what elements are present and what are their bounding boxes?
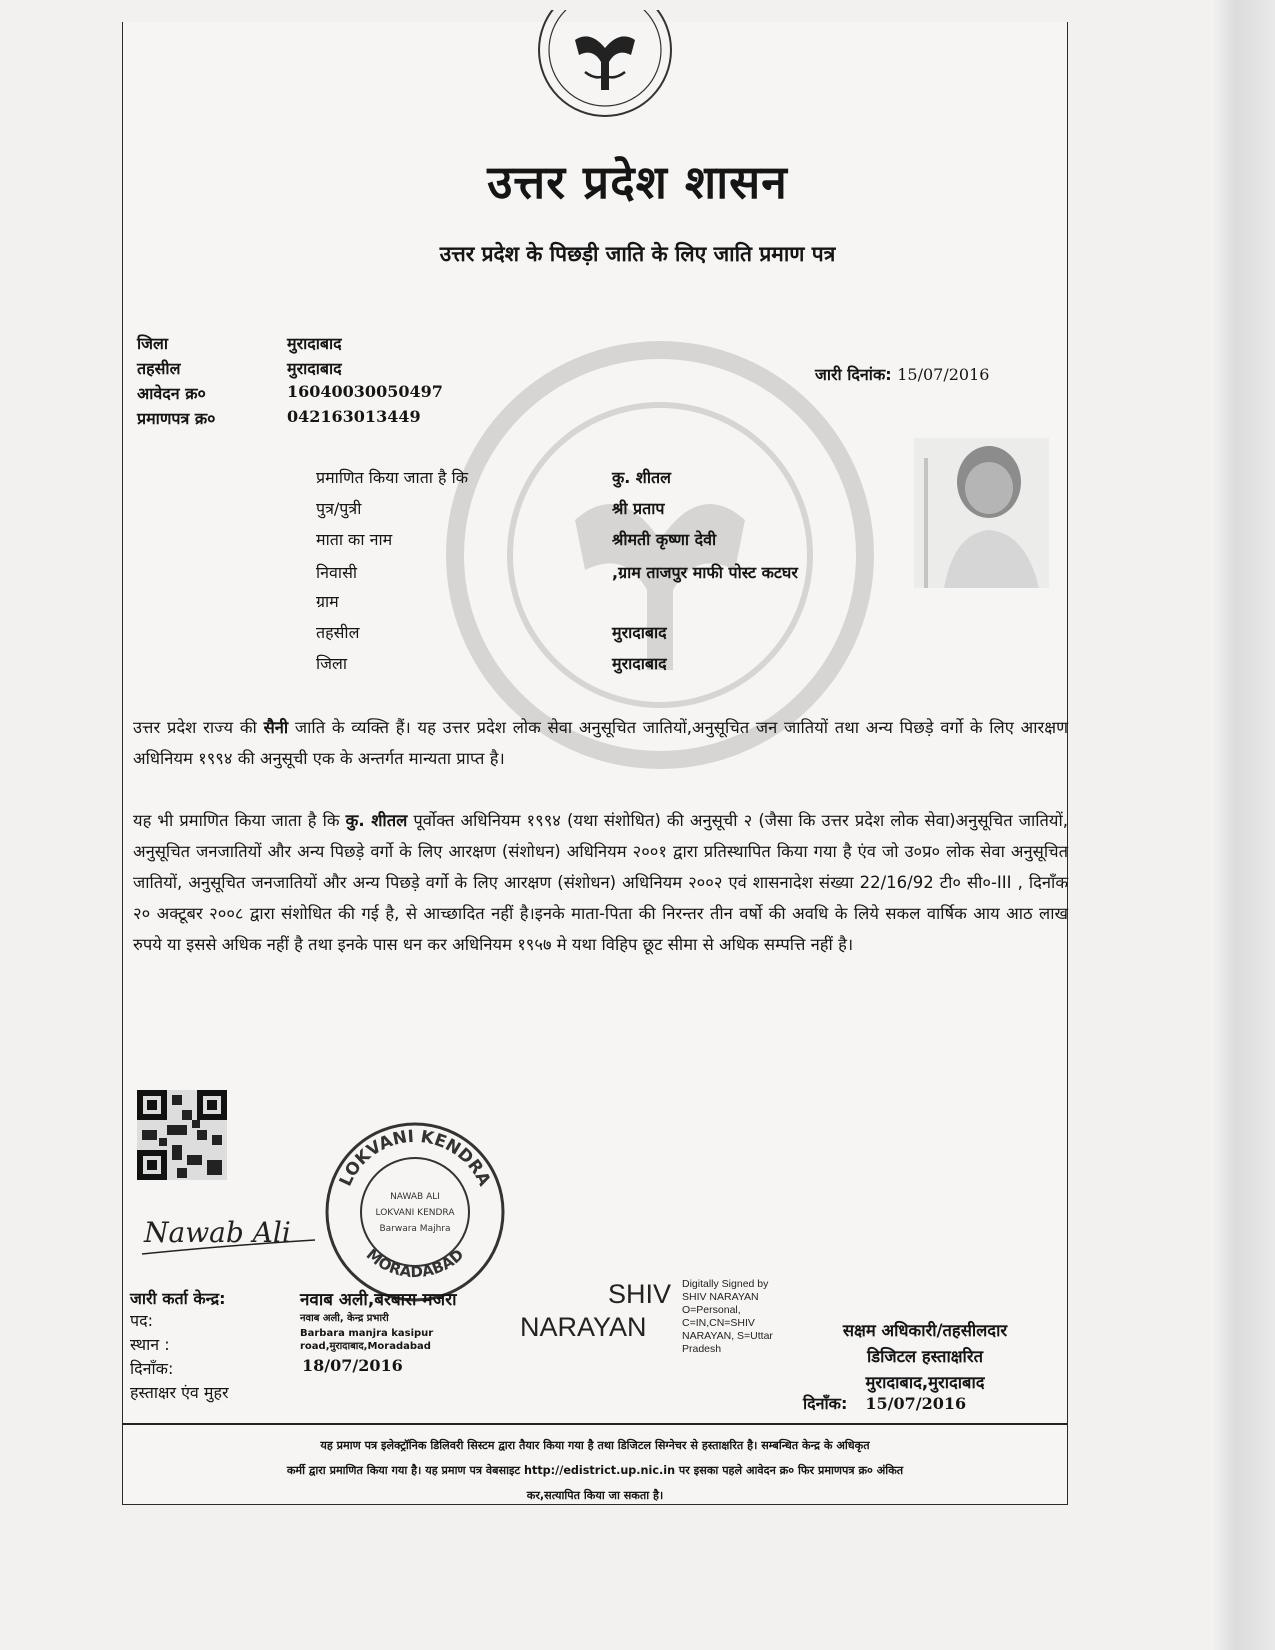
- issuer-center-value: नवाब अली,बरबारा मजरा: [300, 1290, 457, 1310]
- officer-date: [803, 1392, 966, 1414]
- footer-line: कर,सत्यापित किया जा सकता है।: [526, 1489, 664, 1502]
- officer-title: सक्षम अधिकारी/तहसीलदार: [842, 1321, 1008, 1340]
- statement-text: यह भी प्रमाणित किया जाता है कि: [133, 811, 346, 830]
- issuer-date-value: 18/07/2016: [302, 1356, 403, 1375]
- issuer-date-label: दिनाँक:: [130, 1359, 174, 1378]
- officer-date-value: 15/07/2016: [865, 1394, 967, 1413]
- seal-inner-line: NAWAB ALI: [390, 1192, 440, 1202]
- seal-inner-line: Barwara Majhra: [379, 1224, 451, 1234]
- caste-name: सैनी: [263, 718, 289, 737]
- field-value: मुरादाबाद: [612, 654, 667, 673]
- meta-label: आवेदन क्र०: [137, 384, 206, 403]
- seal-inner-line: LOKVANI KENDRA: [375, 1208, 455, 1218]
- officer-signed: डिजिटल हस्ताक्षरित: [867, 1347, 983, 1366]
- issuer-center-label: जारी कर्ता केन्द्र:: [130, 1289, 226, 1308]
- field-label: माता का नाम: [316, 530, 393, 549]
- meta-label: प्रमाणपत्र क्र०: [137, 409, 216, 428]
- digital-signer-first: SHIV: [608, 1279, 672, 1309]
- government-title: उत्तर प्रदेश शासन: [487, 155, 788, 209]
- handwritten-signature: [140, 1200, 330, 1260]
- field-value: ,ग्राम ताजपुर माफी पोस्ट कटघर: [612, 563, 798, 582]
- application-meta: [137, 332, 443, 432]
- issue-date: [815, 363, 989, 385]
- digital-signer-name: [520, 1278, 671, 1344]
- footer-divider: [122, 1423, 1068, 1425]
- meta-value: 042163013449: [287, 407, 421, 426]
- applicant-name: कु. शीतल: [345, 811, 408, 830]
- watermark-seal-icon: [445, 340, 875, 770]
- issuer-place-label: स्थान :: [130, 1335, 170, 1354]
- signature-text: Nawab Ali: [144, 1216, 291, 1249]
- meta-value: 16040030050497: [287, 382, 443, 401]
- seal-bottom-text: MORADABAD: [362, 1245, 468, 1282]
- issuer-sign-label: हस्ताक्षर एंव मुहर: [130, 1383, 229, 1402]
- statement-text: उत्तर प्रदेश राज्य की: [133, 718, 264, 737]
- field-label: ग्राम: [316, 592, 339, 611]
- footer-note: [135, 1433, 1055, 1508]
- field-value: श्रीमती कृष्णा देवी: [612, 530, 717, 549]
- issuer-post-value: नवाब अली, केन्द्र प्रभारी: [300, 1313, 389, 1324]
- digital-signature-detail: Digitally Signed by SHIV NARAYAN O=Personal, C=IN,CN=SHIV NARAYAN, S=Uttar Pradesh: [682, 1278, 773, 1355]
- svg-text:MORADABAD: [363, 1245, 467, 1281]
- officer-date-label: दिनाँक:: [803, 1394, 848, 1413]
- statement-text: जाति के व्यक्ति हैं। यह उत्तर प्रदेश लोक सेवा अनुसूचित जातियों,अनुसूचित जन जातियों तथा अन्य पिछड़े वर्गो के लिए आरक्षण अधिनियम १९९४ की अनुसूची एक के अन्तर्गत मान्यता प्राप्त है।: [133, 718, 1068, 768]
- digital-signer-last: NARAYAN: [520, 1312, 647, 1342]
- field-label: तहसील: [316, 623, 360, 642]
- issuer-place-value: Barbara manjra kasipur road,मुरादाबाद,Moradabad: [300, 1328, 434, 1352]
- up-state-emblem-icon: [535, 10, 675, 120]
- footer-line: यह प्रमाण पत्र इलेक्ट्रॉनिक डिलिवरी सिस्टम द्वारा तैयार किया गया है तथा डिजिटल सिग्नेचर से हस्ताक्षरित है। सम्बन्धित केन्द्र के अधिकृत: [320, 1439, 870, 1452]
- applicant-photo: [914, 438, 1049, 588]
- issue-date-label: जारी दिनांक:: [815, 365, 892, 384]
- footer-line: कर्मी द्वारा प्रमाणित किया गया है। यह प्रमाण पत्र वेबसाइट http://edistrict.up.nic.in पर इसका पहले आवेदन क्र० फिर प्रमाणपत्र क्र० अंकित: [286, 1464, 904, 1477]
- issue-date-value: 15/07/2016: [897, 365, 990, 384]
- caste-statement: [133, 712, 1068, 774]
- meta-row-tehsil: [137, 357, 443, 382]
- field-value: कु. शीतल: [612, 468, 671, 487]
- certificate-title: उत्तर प्रदेश के पिछड़ी जाति के लिए जाति प्रमाण पत्र: [439, 242, 836, 266]
- field-value: श्री प्रताप: [612, 499, 665, 518]
- meta-row-application-no: [137, 382, 443, 407]
- field-label: जिला: [316, 654, 348, 673]
- statement-text: पूर्वोक्त अधिनियम १९९४ (यथा संशोधित) की अनुसूची २ (जैसा कि उत्तर प्रदेश लोक सेवा)अनुसूचित जातियों, अनुसूचित जनजातियों और अन्य पिछड़े वर्गो के लिए आरक्षण (संशोधन) अधिनियम २००१ द्वारा प्रतिस्थापित किया गया है एंव जो उ०प्र० लोक सेवा अनुसूचित जातियों, अनुसूचित जनजातियों और अन्य पिछड़े वर्गो के लिए आरक्षण (संशोधन) अधिनियम २००२ एवं शासनादेश संख्या 22/16/92 टी० सी०-III , दिनाँक २० अक्टूबर २००८ द्वारा संशोधित की गई है, से आच्छादित नहीं है।इनके माता-पिता की निरन्तर तीन वर्षो की अवधि के लिये सकल वार्षिक आय आठ लाख रुपये या इससे अधिक नहीं है तथा इनके पास धन कर अधिनियम १९५७ मे यथा विहिप छूट सीमा से अधिक सम्पत्ति नहीं है।: [133, 811, 1069, 954]
- officer-block: [800, 1318, 1050, 1396]
- officer-location: मुरादाबाद,मुरादाबाद: [865, 1373, 985, 1392]
- meta-value: मुरादाबाद: [287, 359, 342, 378]
- field-value: मुरादाबाद: [612, 623, 667, 642]
- meta-label: जिला: [137, 334, 169, 353]
- issuer-post-label: पद:: [130, 1311, 153, 1330]
- meta-row-district: [137, 332, 443, 357]
- meta-label: तहसील: [137, 359, 181, 378]
- qr-code-icon: [137, 1090, 227, 1180]
- field-label: निवासी: [316, 563, 358, 582]
- seal-top-text: LOKVANI KENDRA: [335, 1126, 495, 1190]
- meta-value: मुरादाबाद: [287, 334, 342, 353]
- field-label: प्रमाणित किया जाता है कि: [316, 468, 469, 487]
- meta-row-certificate-no: [137, 407, 443, 432]
- field-label: पुत्र/पुत्री: [316, 499, 362, 518]
- certification-statement: [133, 805, 1068, 960]
- lokvani-kendra-seal: [320, 1117, 510, 1307]
